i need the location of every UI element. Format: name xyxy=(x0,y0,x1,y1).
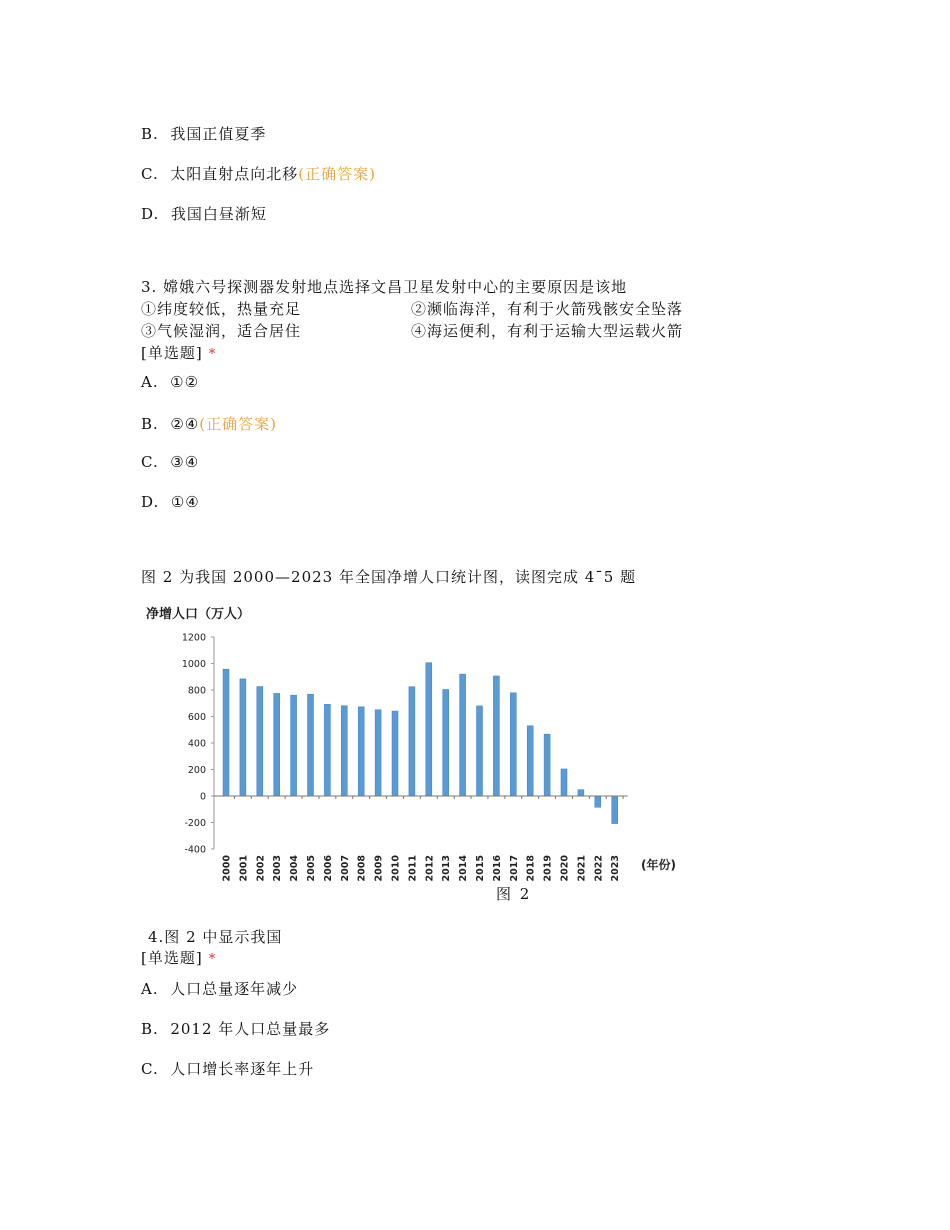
x-tick-label: 2010 xyxy=(390,855,402,881)
bar-2013 xyxy=(443,689,449,796)
y-tick-label: -400 xyxy=(184,844,206,856)
y-tick-label: 600 xyxy=(187,712,206,723)
correct-answer-tag: (正确答案) xyxy=(298,165,376,183)
x-tick-label: 2021 xyxy=(576,855,588,881)
x-tick-label: 2005 xyxy=(306,855,317,881)
x-tick-label: 2002 xyxy=(255,855,267,881)
y-tick-label: 0 xyxy=(199,791,206,803)
x-tick-label: 2012 xyxy=(424,855,436,881)
bar-2005 xyxy=(308,694,314,796)
bar-2011 xyxy=(409,687,415,796)
x-tick-label: 2006 xyxy=(322,855,334,881)
q4-option-c[interactable]: C. 人口增长率逐年上升 xyxy=(141,1060,315,1078)
q3-option-c[interactable]: C. ③④ xyxy=(141,453,200,471)
x-tick-label: 2009 xyxy=(373,855,385,881)
y-tick-label: 800 xyxy=(187,685,206,697)
x-tick-label: 2003 xyxy=(272,855,284,881)
q2-option-b[interactable]: B. 我国正值夏季 xyxy=(141,125,267,143)
bar-2007 xyxy=(341,706,347,796)
bar-2022 xyxy=(595,796,601,807)
x-tick-label: 2017 xyxy=(508,855,520,881)
q3-stmt2: ②濒临海洋，有利于火箭残骸安全坠落 xyxy=(411,300,684,318)
x-tick-label: 2016 xyxy=(491,855,503,881)
q3-stmt4: ④海运便利，有利于运输大型运载火箭 xyxy=(411,322,684,340)
q4-option-a[interactable]: A. 人口总量逐年减少 xyxy=(141,980,299,998)
y-tick-label: 1000 xyxy=(181,659,206,670)
bar-2019 xyxy=(544,734,550,796)
x-axis xyxy=(214,796,628,881)
figure-intro: 图 2 为我国 2000—2023 年全国净增人口统计图，读图完成 4¯5 题 xyxy=(141,568,637,586)
q3-type: [单选题] * xyxy=(141,344,217,362)
q4-type: [单选题] * xyxy=(141,949,217,967)
correct-answer-tag: (正确答案) xyxy=(199,415,277,433)
bar-2009 xyxy=(375,710,381,796)
bar-2015 xyxy=(477,706,483,796)
x-tick-label: 2013 xyxy=(441,855,453,881)
chart-title: 净增人口（万人） xyxy=(146,607,251,622)
bar-2002 xyxy=(257,687,263,796)
q3-option-a[interactable]: A. ①② xyxy=(141,373,200,391)
x-tick-label: 2014 xyxy=(458,855,470,881)
x-tick-label: 2001 xyxy=(238,855,250,881)
x-tick-label: 2023 xyxy=(610,855,622,881)
x-tick-label: 2000 xyxy=(221,855,233,881)
x-tick-label: 2011 xyxy=(407,855,419,881)
y-tick-label: 400 xyxy=(187,738,206,750)
bar-2016 xyxy=(493,676,499,796)
bar-2020 xyxy=(561,769,567,796)
x-tick-label: 2019 xyxy=(542,855,554,881)
bar-2001 xyxy=(240,679,246,796)
q2-option-d[interactable]: D. 我国白昼渐短 xyxy=(141,205,267,223)
q2-option-c[interactable]: C. 太阳直射点向北移(正确答案) xyxy=(141,165,376,183)
x-tick-label: 2004 xyxy=(289,855,301,881)
q3-stmt1: ①纬度较低，热量充足 xyxy=(141,300,302,318)
x-tick-label: 2020 xyxy=(559,855,571,881)
x-tick-label: 2018 xyxy=(525,855,537,881)
bar-2012 xyxy=(426,663,432,796)
bar-2006 xyxy=(324,704,330,796)
q4-title: 4.图 2 中显示我国 xyxy=(148,928,283,946)
q3-title: 3. 嫦娥六号探测器发射地点选择文昌卫星发射中心的主要原因是该地 xyxy=(141,278,628,296)
figure-caption: 图 2 xyxy=(496,885,532,903)
bar-2017 xyxy=(510,693,516,796)
required-mark: * xyxy=(208,347,217,362)
x-axis-label: (年份) xyxy=(641,858,676,872)
y-tick-label: 200 xyxy=(187,765,206,776)
x-tick-label: 2022 xyxy=(593,855,605,881)
q3-statements-row2 xyxy=(141,320,683,342)
bars xyxy=(223,663,618,824)
x-tick-label: 2007 xyxy=(339,855,351,881)
y-tick-label: -200 xyxy=(184,818,206,829)
bar-2018 xyxy=(527,726,533,796)
q3-block xyxy=(141,276,683,366)
bar-2004 xyxy=(291,695,297,796)
bar-2021 xyxy=(578,790,584,796)
bar-2008 xyxy=(358,707,364,796)
q3-statements-row1 xyxy=(141,298,683,320)
q3-option-b[interactable]: B. ②④(正确答案) xyxy=(141,415,277,433)
required-mark: * xyxy=(208,952,217,967)
q3-stmt3: ③气候湿润，适合居住 xyxy=(141,322,302,340)
q3-option-d[interactable]: D. ①④ xyxy=(141,493,200,511)
q4-option-b[interactable]: B. 2012 年人口总量最多 xyxy=(141,1020,331,1038)
bar-2023 xyxy=(612,796,618,824)
bar-2010 xyxy=(392,711,398,796)
population-bar-chart xyxy=(144,601,694,881)
bar-2000 xyxy=(223,669,229,796)
y-tick-label: 1200 xyxy=(181,632,206,644)
y-axis xyxy=(182,633,214,856)
x-tick-label: 2008 xyxy=(356,855,368,881)
bar-2003 xyxy=(274,693,280,796)
bar-2014 xyxy=(460,674,466,796)
x-tick-label: 2015 xyxy=(475,855,486,881)
